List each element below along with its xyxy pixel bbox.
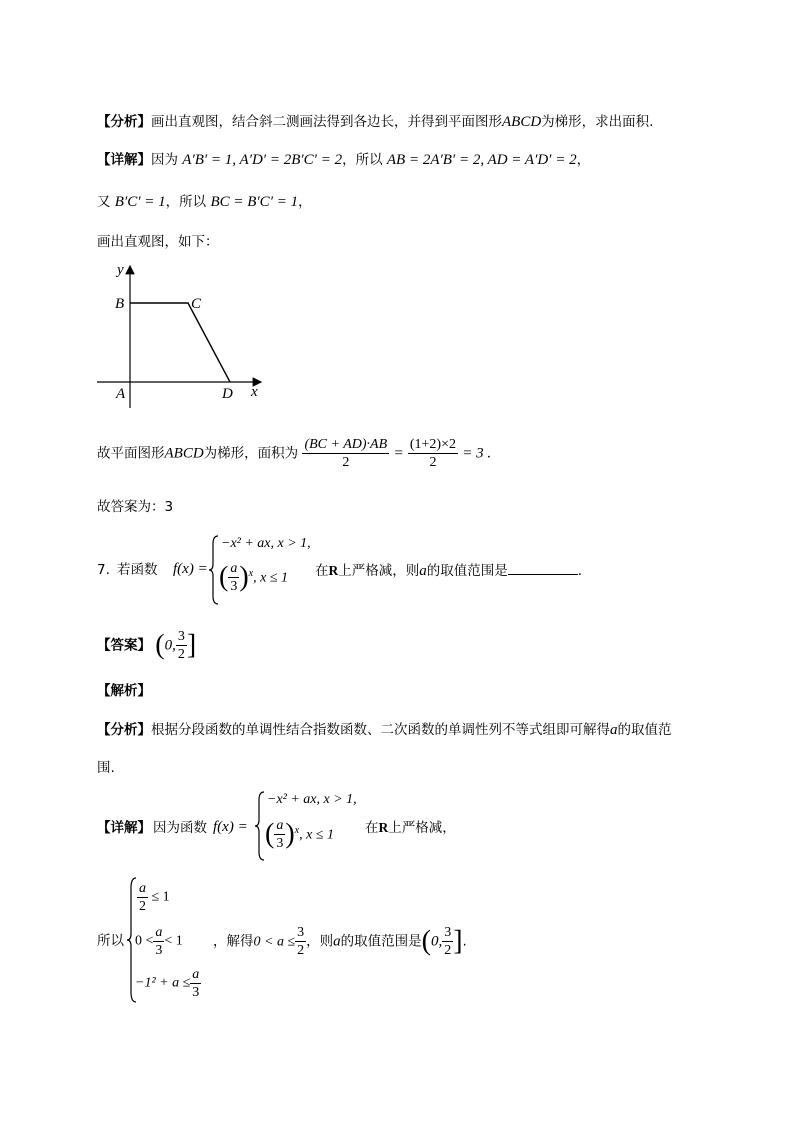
figure-intro: 画出直观图，如下： — [97, 234, 219, 250]
area-text-1: 故平面图形 — [97, 445, 165, 462]
area-fraction-2: $\frac{(1+2)\times 2}{2}$ — [409, 437, 456, 470]
detail-math-2: AB = 2A′B′ = 2, AD = A′D′ = 2 — [386, 152, 577, 168]
question-text-1: 若函数 — [117, 562, 158, 578]
condition-1: $\frac{a}{2}$ ≤ 1 — [139, 881, 170, 914]
label-a: A — [116, 386, 126, 402]
detail-math-1: A′B′ = 1, A′D′ = 2B′C′ = 2 — [182, 152, 343, 168]
question-text-2: 在R上严格减，则a的取值范围是 . — [315, 560, 582, 581]
trapezoid-outline — [130, 303, 230, 382]
case-1: −x² + ax, x > 1, — [221, 536, 311, 551]
answer-blank — [508, 560, 578, 575]
label-b: B — [115, 296, 125, 312]
piecewise-brace — [209, 534, 219, 606]
area-shape: ABCD — [164, 445, 204, 462]
detail-text-3: ， — [576, 152, 591, 168]
label-x: x — [251, 384, 258, 400]
piecewise-brace-2 — [255, 790, 265, 862]
function-name: f(x) = — [173, 561, 208, 577]
analysis-paragraph-1 — [97, 112, 653, 132]
detail-label: 【详解】 — [97, 152, 151, 168]
line3-math-1: B′C′ = 1 — [114, 194, 166, 210]
condition-2: 0 < $\frac{a}{3}$ < 1 — [135, 925, 183, 958]
answer-line: 【答案】 (0, $\frac{3}{2}$ ] — [97, 629, 197, 662]
analysis-text: 画出直观图，结合斜二测画法得到各边长，并得到平面图形 — [151, 114, 502, 130]
line3-math-2: BC = B′C′ = 1 — [210, 194, 299, 210]
detail-text: 因为 — [151, 152, 178, 168]
area-text-2: 为梯形，面积为 — [203, 445, 299, 462]
area-result: = 3 . — [462, 445, 492, 462]
analysis-paragraph-2: 【分析】根据分段函数的单调性结合指数函数、二次函数的单调性列不等式组即可解得a的取值范 — [97, 722, 672, 738]
question-number: 7. — [97, 562, 110, 578]
condition-3: −1² + a ≤ $\frac{a}{3}$ — [135, 967, 200, 1000]
final-conclusion: ，解得0 < a ≤ $\frac{3}{2}$ ，则a的取值范围是(0, $\frac{3}{2}$ ]. — [213, 925, 467, 958]
area-fraction-1: $\frac{(BC + AD)\cdot AB}{2}$ — [304, 437, 388, 470]
analysis-label: 【分析】 — [97, 114, 151, 130]
line3-text-1: 又 — [97, 194, 111, 210]
line3-text-2: ，所以 — [165, 194, 207, 210]
area-line — [97, 436, 491, 471]
detail-text-2: ，所以 — [342, 152, 383, 168]
shape-name: ABCD — [502, 114, 542, 130]
label-c: C — [191, 296, 202, 312]
analysis-paragraph-2-cont: 围. — [97, 760, 115, 776]
trapezoid-figure — [95, 258, 270, 408]
case-2: ( $\frac{a}{3}$ )$^x$, x ≤ 1 — [219, 561, 289, 594]
label-y: y — [117, 262, 124, 278]
detail-paragraph-1 — [97, 150, 590, 170]
detail-paragraph-2 — [97, 192, 312, 212]
label-d: D — [222, 386, 233, 402]
jiexi-label: 【解析】 — [97, 683, 151, 699]
line3-text-3: ， — [298, 194, 312, 210]
equals-sign: = — [393, 445, 404, 462]
analysis-text-end: 为梯形，求出面积. — [541, 114, 654, 130]
answer-label: 【答案】 — [97, 637, 151, 654]
answer-statement: 故答案为：3 — [97, 499, 174, 515]
